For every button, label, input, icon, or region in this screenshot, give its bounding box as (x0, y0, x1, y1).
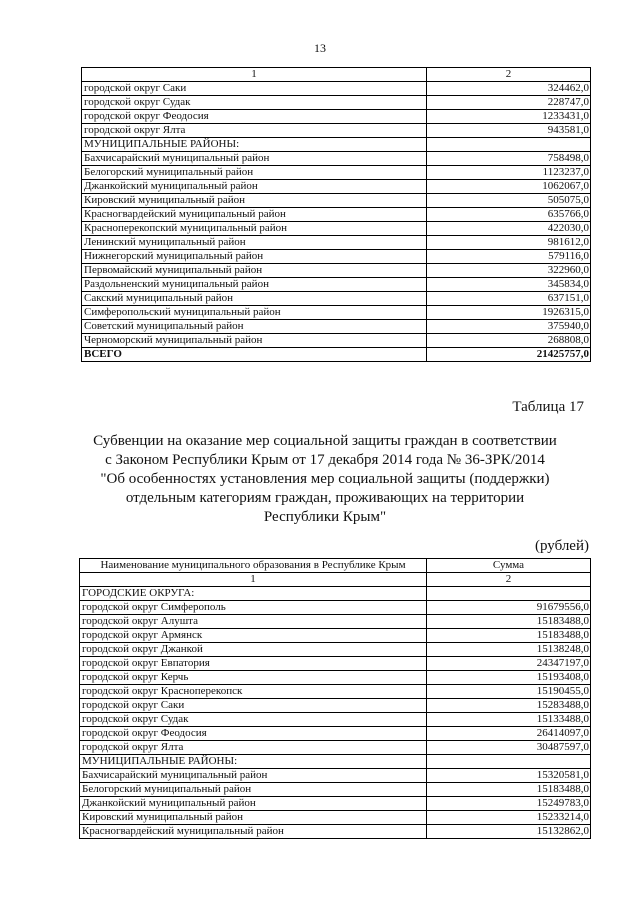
table-row (82, 334, 591, 348)
table-row (80, 797, 591, 811)
row-name: городской округ Алушта (80, 615, 427, 629)
row-value: 15249783,0 (427, 797, 591, 811)
row-value: 758498,0 (427, 152, 591, 166)
subvention-table (79, 558, 591, 839)
table-title (60, 432, 590, 527)
row-value (427, 587, 591, 601)
row-value: 943581,0 (427, 124, 591, 138)
unit-label: (рублей) (534, 538, 589, 554)
table-row (80, 825, 591, 839)
column-number-1: 1 (80, 573, 427, 587)
table-row (80, 615, 591, 629)
row-name: Джанкойский муниципальный район (82, 180, 427, 194)
table-row (82, 180, 591, 194)
table-row (80, 601, 591, 615)
row-name: Симферопольский муниципальный район (82, 306, 427, 320)
table-row (80, 713, 591, 727)
table-row (82, 194, 591, 208)
row-value: 15138248,0 (427, 643, 591, 657)
row-value: 15193408,0 (427, 671, 591, 685)
title-line: Республики Крым" (263, 509, 387, 525)
row-name: городской округ Феодосия (80, 727, 427, 741)
row-name: Бахчисарайский муниципальный район (80, 769, 427, 783)
row-name: Красногвардейский муниципальный район (82, 208, 427, 222)
row-value: 268808,0 (427, 334, 591, 348)
row-name: Белогорский муниципальный район (80, 783, 427, 797)
row-value: 26414097,0 (427, 727, 591, 741)
column-header-name: Наименование муниципального образования в Республике Крым (80, 559, 427, 573)
table-row (82, 278, 591, 292)
row-name: городской округ Керчь (80, 671, 427, 685)
row-name: Советский муниципальный район (82, 320, 427, 334)
table-row (80, 783, 591, 797)
row-name: городской округ Феодосия (82, 110, 427, 124)
row-name: городской округ Джанкой (80, 643, 427, 657)
table-row (80, 811, 591, 825)
table-row (80, 657, 591, 671)
row-value: 15320581,0 (427, 769, 591, 783)
row-value: 91679556,0 (427, 601, 591, 615)
table-row (82, 138, 591, 152)
table-row (82, 264, 591, 278)
row-value: 30487597,0 (427, 741, 591, 755)
row-name: МУНИЦИПАЛЬНЫЕ РАЙОНЫ: (82, 138, 427, 152)
column-number-1: 1 (82, 68, 427, 82)
row-name: городской округ Ялта (80, 741, 427, 755)
row-value (427, 138, 591, 152)
row-name: Белогорский муниципальный район (82, 166, 427, 180)
column-number-2: 2 (427, 573, 591, 587)
row-value: 15183488,0 (427, 783, 591, 797)
table-row (82, 222, 591, 236)
row-name: Нижнегорский муниципальный район (82, 250, 427, 264)
row-name: Кировский муниципальный район (82, 194, 427, 208)
row-value: 375940,0 (427, 320, 591, 334)
row-value: 15132862,0 (427, 825, 591, 839)
row-value: 505075,0 (427, 194, 591, 208)
row-value: 15183488,0 (427, 615, 591, 629)
row-value: 981612,0 (427, 236, 591, 250)
title-line: с Законом Республики Крым от 17 декабря 2014 года № 36-ЗРК/2014 (105, 452, 545, 468)
table-row (82, 208, 591, 222)
row-value: 637151,0 (427, 292, 591, 306)
total-label: ВСЕГО (82, 348, 427, 362)
row-value: 15133488,0 (427, 713, 591, 727)
title-line: Субвенции на оказание мер социальной защиты граждан в соответствии (93, 433, 557, 449)
row-value: 1233431,0 (427, 110, 591, 124)
row-value: 1926315,0 (427, 306, 591, 320)
row-name: городской округ Симферополь (80, 601, 427, 615)
column-number-row (80, 573, 591, 587)
row-value: 345834,0 (427, 278, 591, 292)
row-name: Сакский муниципальный район (82, 292, 427, 306)
table-label: Таблица 17 (512, 399, 584, 415)
row-value: 422030,0 (427, 222, 591, 236)
table-row (82, 82, 591, 96)
total-row (82, 348, 591, 362)
page-number: 13 (314, 41, 326, 55)
row-name: городской округ Евпатория (80, 657, 427, 671)
row-value: 324462,0 (427, 82, 591, 96)
table-row (82, 320, 591, 334)
row-name: Красногвардейский муниципальный район (80, 825, 427, 839)
column-header-row (80, 559, 591, 573)
row-name: городской округ Судак (80, 713, 427, 727)
table-row (80, 727, 591, 741)
row-name: Ленинский муниципальный район (82, 236, 427, 250)
table-row (80, 643, 591, 657)
row-value: 1062067,0 (427, 180, 591, 194)
table-row (80, 685, 591, 699)
table-row (82, 250, 591, 264)
table-row (82, 166, 591, 180)
row-name: Красноперекопский муниципальный район (82, 222, 427, 236)
row-name: Черноморский муниципальный район (82, 334, 427, 348)
title-line: "Об особенностях установления мер социальной защиты (поддержки) (100, 471, 550, 487)
table-row (80, 587, 591, 601)
table-row (82, 96, 591, 110)
row-name: городской округ Красноперекопск (80, 685, 427, 699)
row-value: 1123237,0 (427, 166, 591, 180)
row-name: ГОРОДСКИЕ ОКРУГА: (80, 587, 427, 601)
column-number-row (82, 68, 591, 82)
table-row (80, 755, 591, 769)
row-value: 15283488,0 (427, 699, 591, 713)
row-value: 15183488,0 (427, 629, 591, 643)
row-value: 228747,0 (427, 96, 591, 110)
row-name: городской округ Судак (82, 96, 427, 110)
row-name: городской округ Армянск (80, 629, 427, 643)
row-value (427, 755, 591, 769)
table-row (82, 124, 591, 138)
row-name: городской округ Саки (80, 699, 427, 713)
column-number-2: 2 (427, 68, 591, 82)
table-row (82, 292, 591, 306)
row-name: Бахчисарайский муниципальный район (82, 152, 427, 166)
table-row (80, 629, 591, 643)
row-name: Джанкойский муниципальный район (80, 797, 427, 811)
table-row (80, 671, 591, 685)
column-header-sum: Сумма (427, 559, 591, 573)
row-name: городской округ Ялта (82, 124, 427, 138)
row-value: 579116,0 (427, 250, 591, 264)
title-line: отдельным категориям граждан, проживающих на территории (125, 490, 525, 506)
table1-body (82, 82, 591, 348)
total-value: 21425757,0 (427, 348, 591, 362)
table-row (82, 306, 591, 320)
table-continued (81, 67, 591, 362)
row-name: МУНИЦИПАЛЬНЫЕ РАЙОНЫ: (80, 755, 427, 769)
row-value: 24347197,0 (427, 657, 591, 671)
row-value: 322960,0 (427, 264, 591, 278)
table-row (82, 152, 591, 166)
table-row (80, 741, 591, 755)
table-row (80, 769, 591, 783)
row-name: городской округ Саки (82, 82, 427, 96)
table-row (80, 699, 591, 713)
table2-body (80, 587, 591, 839)
table-row (82, 236, 591, 250)
table-row (82, 110, 591, 124)
row-value: 15190455,0 (427, 685, 591, 699)
row-name: Раздольненский муниципальный район (82, 278, 427, 292)
row-value: 15233214,0 (427, 811, 591, 825)
row-name: Кировский муниципальный район (80, 811, 427, 825)
row-value: 635766,0 (427, 208, 591, 222)
row-name: Первомайский муниципальный район (82, 264, 427, 278)
